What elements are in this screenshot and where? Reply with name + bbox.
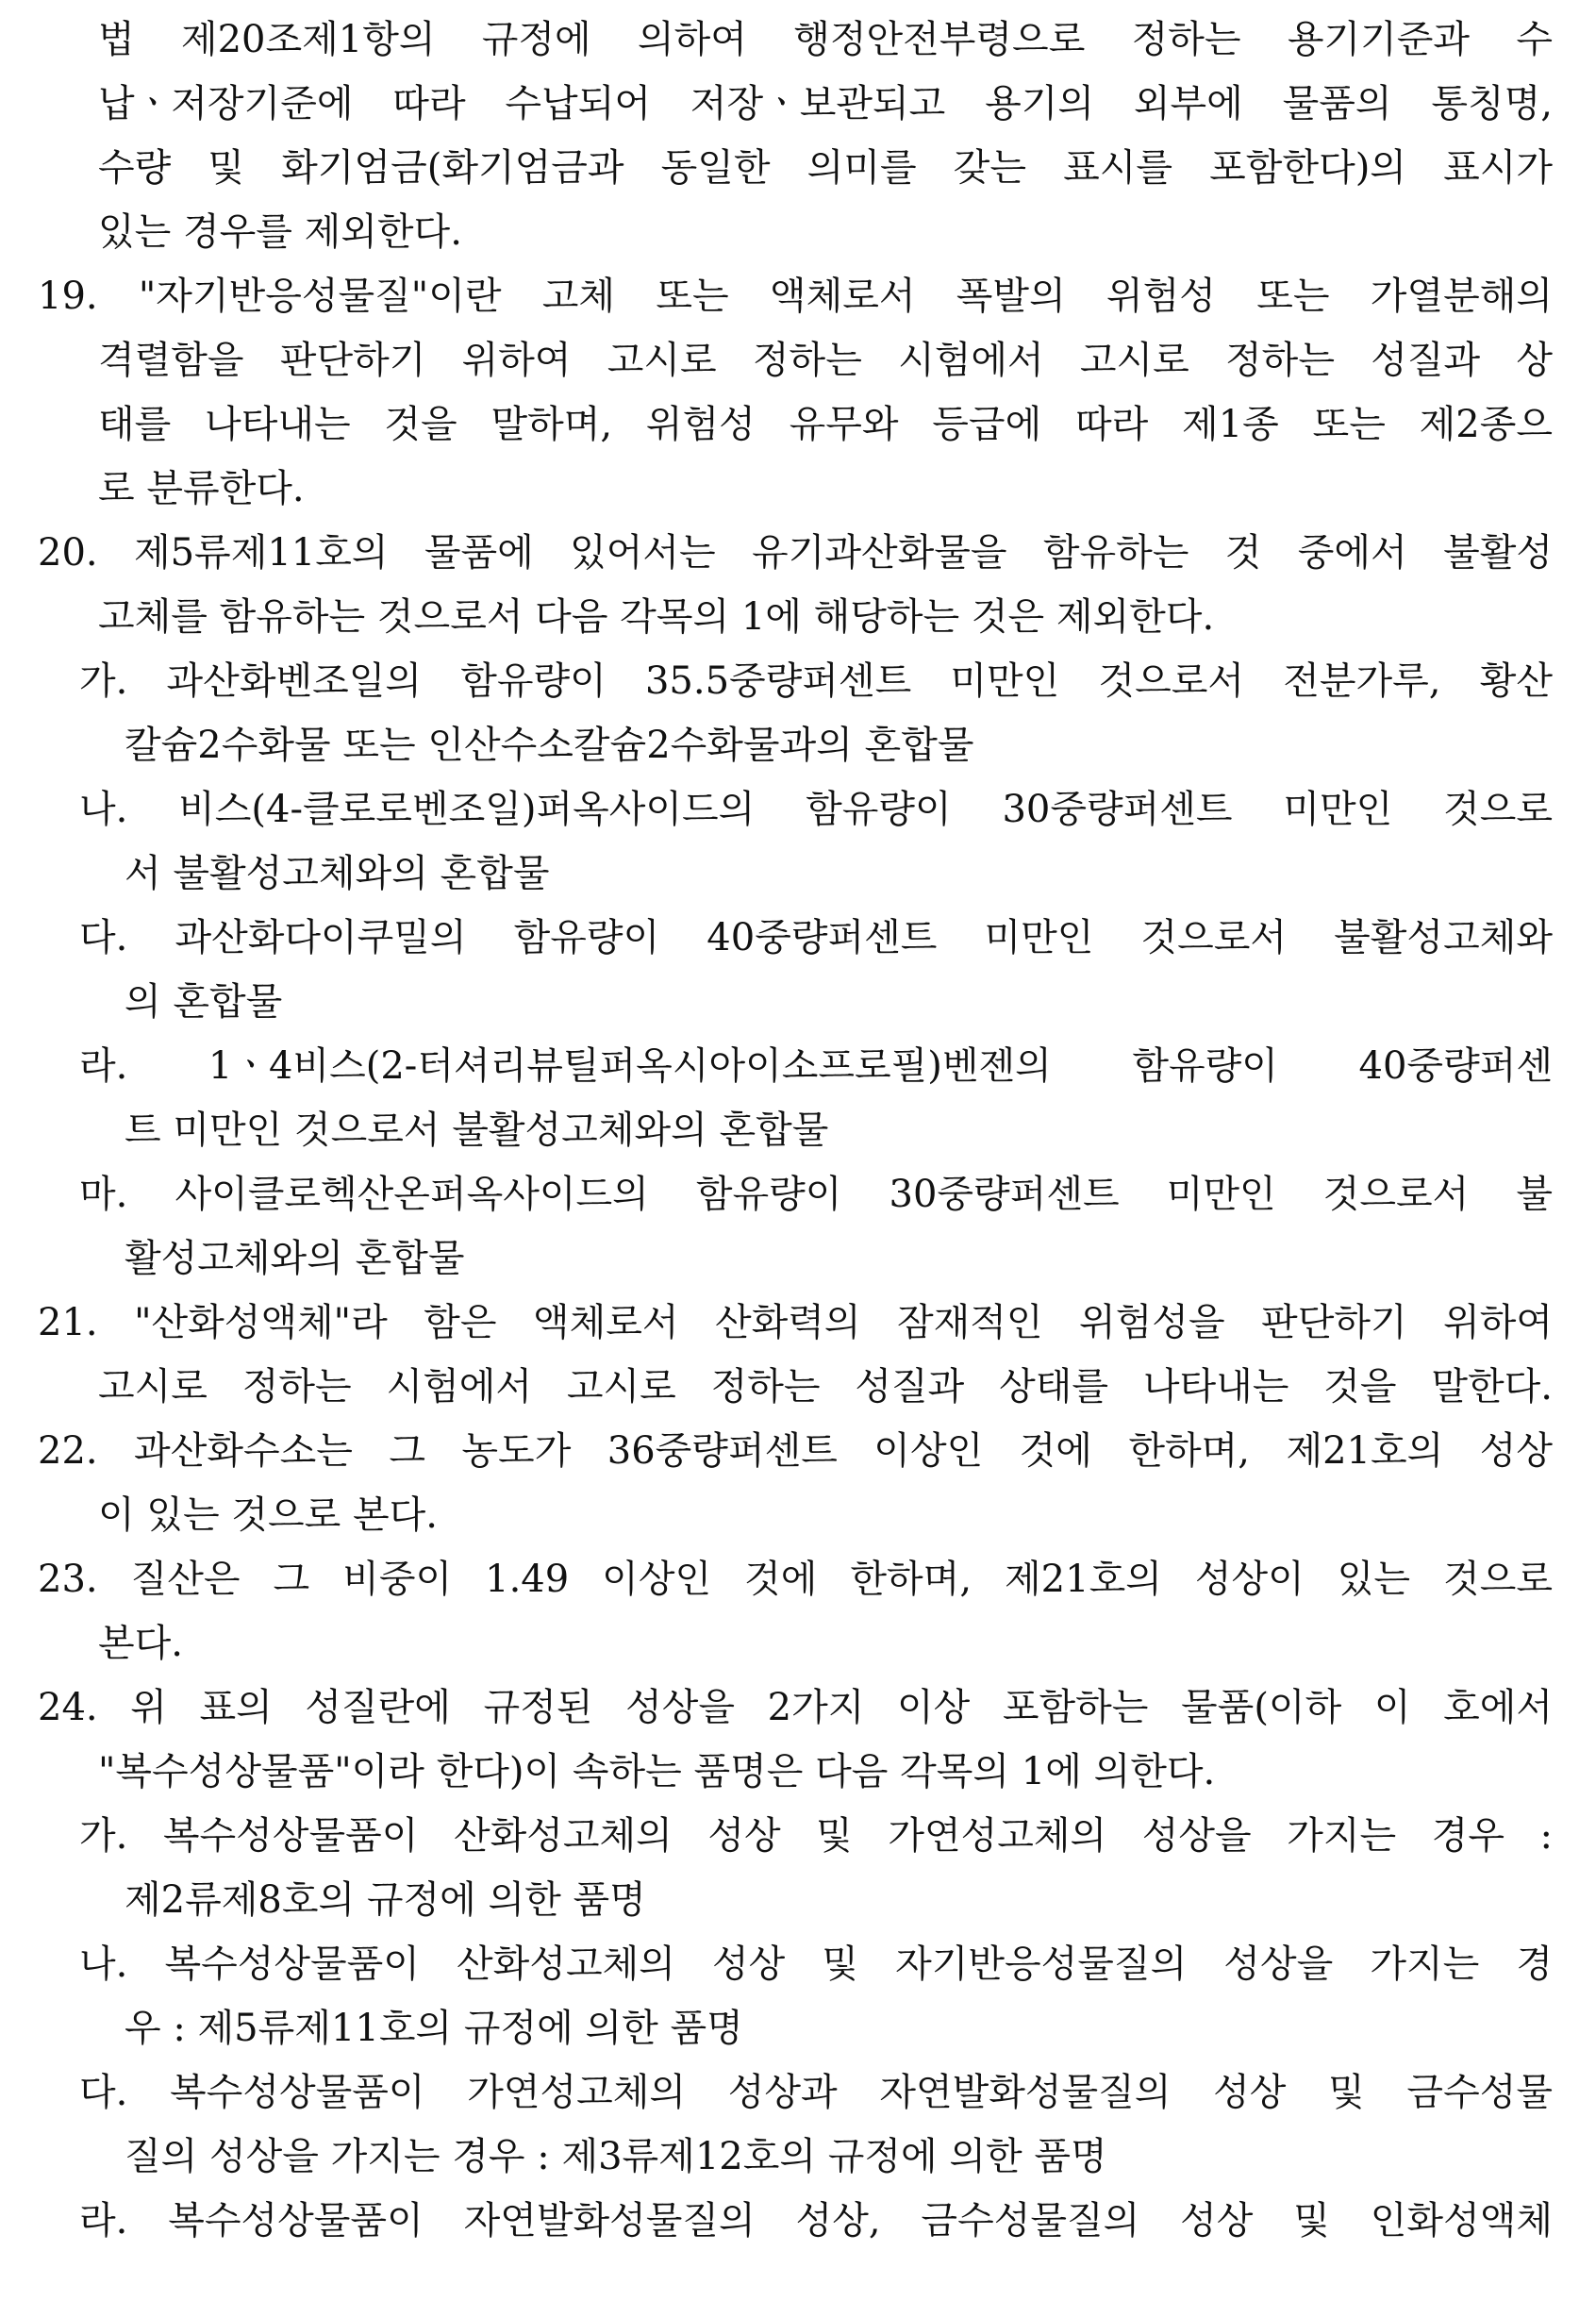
subitem-line: 다. 과산화다이쿠밀의 함유량이 40중량퍼센트 미만인 것으로서 불활성고체와 (79, 916, 1553, 959)
subitem-line: 가. 과산화벤조일의 함유량이 35.5중량퍼센트 미만인 것으로서 전분가루, 황산 (79, 659, 1553, 703)
text-line: "복수성상물품"이라 한다)이 속하는 품명은 다음 각목의 1에 의한다. (98, 1750, 1216, 1793)
text-line: 질의 성상을 가지는 경우 : 제3류제12호의 규정에 의한 품명 (125, 2135, 1107, 2178)
text-line: 로 분류한다. (98, 467, 305, 510)
text-line: 고시로 정하는 시험에서 고시로 정하는 성질과 상태를 나타내는 것을 말한다. (98, 1365, 1553, 1409)
text-line: 태를 나타내는 것을 말하며, 위험성 유무와 등급에 따라 제1종 또는 제2종으 (98, 403, 1553, 446)
text-line: 서 불활성고체와의 혼합물 (125, 852, 550, 895)
subitem-line: 다. 복수성상물품이 가연성고체의 성상과 자연발화성물질의 성상 및 금수성물 (79, 2071, 1553, 2114)
text-line: 수량 및 화기엄금(화기엄금과 동일한 의미를 갖는 표시를 포함한다)의 표시가 (98, 146, 1553, 190)
subitem-line: 라. 1ㆍ4비스(2-터셔리뷰틸퍼옥시아이소프로필)벤젠의 함유량이 40중량퍼센 (79, 1044, 1553, 1088)
text-line: 칼슘2수화물 또는 인산수소칼슘2수화물과의 혼합물 (125, 724, 974, 767)
text-line: 본다. (98, 1622, 183, 1665)
text-line: 법 제20조제1항의 규정에 의하여 행정안전부령으로 정하는 용기기준과 수 (98, 18, 1553, 61)
subitem-line: 나. 비스(4-클로로벤조일)퍼옥사이드의 함유량이 30중량퍼센트 미만인 것으로 (79, 788, 1553, 831)
subitem-line: 라. 복수성상물품이 자연발화성물질의 성상, 금수성물질의 성상 및 인화성액체 (79, 2199, 1553, 2243)
text-line: 트 미만인 것으로서 불활성고체와의 혼합물 (125, 1109, 829, 1152)
text-line: 고체를 함유하는 것으로서 다음 각목의 1에 해당하는 것은 제외한다. (98, 595, 1215, 639)
item-24-line: 24. 위 표의 성질란에 규정된 성상을 2가지 이상 포함하는 물품(이하 이 호에서 (38, 1686, 1553, 1729)
text-line: 의 혼합물 (125, 980, 283, 1024)
text-line: 활성고체와의 혼합물 (125, 1237, 465, 1280)
item-23-line: 23. 질산은 그 비중이 1.49 이상인 것에 한하며, 제21호의 성상이 있는 것으로 (38, 1558, 1553, 1601)
subitem-line: 가. 복수성상물품이 산화성고체의 성상 및 가연성고체의 성상을 가지는 경우 : (79, 1814, 1553, 1858)
subitem-line: 나. 복수성상물품이 산화성고체의 성상 및 자기반응성물질의 성상을 가지는 경 (79, 1943, 1553, 1986)
item-22-line: 22. 과산화수소는 그 농도가 36중량퍼센트 이상인 것에 한하며, 제21호의 성상 (38, 1429, 1553, 1473)
text-line: 격렬함을 판단하기 위하여 고시로 정하는 시험에서 고시로 정하는 성질과 상 (98, 339, 1553, 382)
item-20-line: 20. 제5류제11호의 물품에 있어서는 유기과산화물을 함유하는 것 중에서 불활성 (38, 531, 1553, 575)
item-21-line: 21. "산화성액체"라 함은 액체로서 산화력의 잠재적인 위험성을 판단하기 위하여 (38, 1301, 1553, 1344)
text-line: 제2류제8호의 규정에 의한 품명 (125, 1878, 646, 1922)
text-line: 이 있는 것으로 본다. (98, 1493, 438, 1537)
text-line: 납ㆍ저장기준에 따라 수납되어 저장ㆍ보관되고 용기의 외부에 물품의 통칭명, (98, 82, 1553, 125)
subitem-line: 마. 사이클로헥산온퍼옥사이드의 함유량이 30중량퍼센트 미만인 것으로서 불 (79, 1173, 1553, 1216)
text-line: 있는 경우를 제외한다. (98, 210, 462, 254)
text-line: 우 : 제5류제11호의 규정에 의한 품명 (125, 2007, 743, 2050)
item-19-line: 19. "자기반응성물질"이란 고체 또는 액체로서 폭발의 위험성 또는 가열분해의 (38, 275, 1553, 318)
